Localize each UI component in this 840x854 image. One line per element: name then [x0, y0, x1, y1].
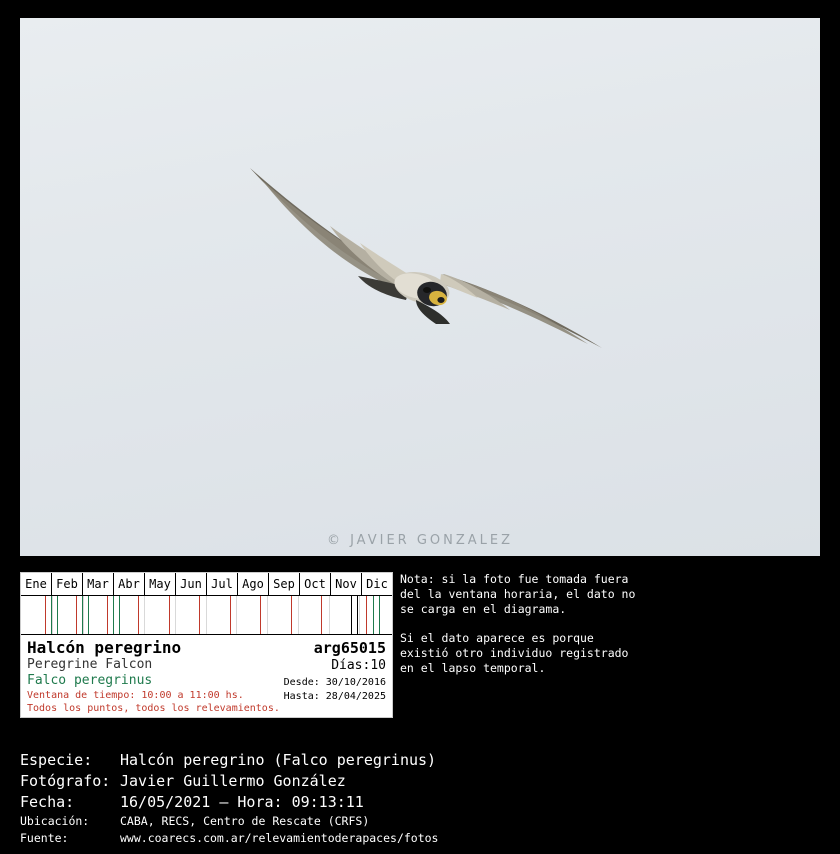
record-tick	[351, 596, 352, 634]
record-code: arg65015	[313, 639, 386, 657]
month-separator	[329, 596, 330, 634]
source-value[interactable]: www.coarecs.com.ar/relevamientoderapaces/fotos	[120, 831, 439, 845]
species-common-name: Halcón peregrino	[27, 638, 182, 657]
month-separator	[206, 596, 207, 634]
record-tick	[82, 596, 83, 634]
record-tick	[379, 596, 380, 634]
time-window-note: Ventana de tiempo: 10:00 a 11:00 hs.	[27, 690, 244, 701]
points-note: Todos los puntos, todos los relevamientos.	[27, 703, 280, 714]
month-cell-jun: Jun	[176, 573, 207, 595]
month-cell-may: May	[145, 573, 176, 595]
note-paragraph-1: Nota: si la foto fue tomada fuera del la ventana horaria, el dato no se carga en el diagrama.	[400, 572, 636, 616]
metadata-row-species	[20, 750, 820, 771]
month-separator	[298, 596, 299, 634]
record-tick	[199, 596, 200, 634]
month-cell-ago: Ago	[238, 573, 269, 595]
date-from: Desde: 30/10/2016	[283, 677, 386, 688]
record-tick	[51, 596, 52, 634]
photo-panel	[20, 18, 820, 556]
phenology-diagram	[20, 572, 393, 718]
record-tick	[119, 596, 120, 634]
date-value: 16/05/2021 – Hora: 09:13:11	[120, 793, 364, 811]
month-cell-sep: Sep	[269, 573, 300, 595]
note-paragraph-2: Si el dato aparece es porque existió otro individuo registrado en el lapso temporal.	[400, 631, 629, 675]
date-to: Hasta: 28/04/2025	[283, 691, 386, 702]
location-label: Ubicación:	[20, 814, 90, 828]
record-tick	[260, 596, 261, 634]
days-count: Días:10	[331, 658, 386, 673]
month-cell-feb: Feb	[52, 573, 83, 595]
month-header-row	[21, 573, 392, 596]
record-tick	[366, 596, 367, 634]
record-tick	[57, 596, 58, 634]
metadata-row-location	[20, 813, 820, 830]
record-tick	[357, 596, 358, 634]
record-tick	[291, 596, 292, 634]
record-tick	[88, 596, 89, 634]
date-label: Fecha:	[20, 793, 75, 811]
location-value: CABA, RECS, Centro de Rescate (CRFS)	[120, 814, 370, 828]
month-separator	[236, 596, 237, 634]
record-tick	[321, 596, 322, 634]
record-tick	[169, 596, 170, 634]
species-value: Halcón peregrino (Falco peregrinus)	[120, 751, 437, 769]
species-info-block	[21, 635, 392, 717]
photographer-value: Javier Guillermo González	[120, 772, 346, 790]
month-cell-ene: Ene	[21, 573, 52, 595]
photographer-label: Fotógrafo:	[20, 772, 111, 790]
month-separator	[83, 596, 84, 634]
metadata-row-source	[20, 830, 820, 847]
metadata-row-date	[20, 792, 820, 813]
source-label: Fuente:	[20, 831, 69, 845]
record-tick	[113, 596, 114, 634]
metadata-block	[20, 750, 820, 847]
photo-watermark: © JAVIER GONZALEZ	[326, 533, 514, 548]
record-tick	[107, 596, 108, 634]
species-scientific-name: Falco peregrinus	[27, 673, 153, 688]
month-separator	[267, 596, 268, 634]
month-cell-nov: Nov	[331, 573, 362, 595]
species-english-name: Peregrine Falcon	[27, 657, 153, 672]
month-cell-jul: Jul	[207, 573, 238, 595]
peregrine-falcon-image	[210, 148, 640, 388]
month-separator	[175, 596, 176, 634]
record-tick	[76, 596, 77, 634]
diagram-note	[400, 572, 640, 690]
record-tick	[45, 596, 46, 634]
month-cell-mar: Mar	[83, 573, 114, 595]
month-cell-dic: Dic	[366, 577, 388, 591]
species-label: Especie:	[20, 751, 93, 769]
record-strip	[21, 596, 392, 635]
metadata-row-photographer	[20, 771, 820, 792]
month-cell-abr: Abr	[114, 573, 145, 595]
record-tick	[138, 596, 139, 634]
record-tick	[230, 596, 231, 634]
month-separator	[52, 596, 53, 634]
record-tick	[373, 596, 374, 634]
month-separator	[144, 596, 145, 634]
month-separator	[359, 596, 360, 634]
month-cell-oct: Oct	[300, 573, 331, 595]
